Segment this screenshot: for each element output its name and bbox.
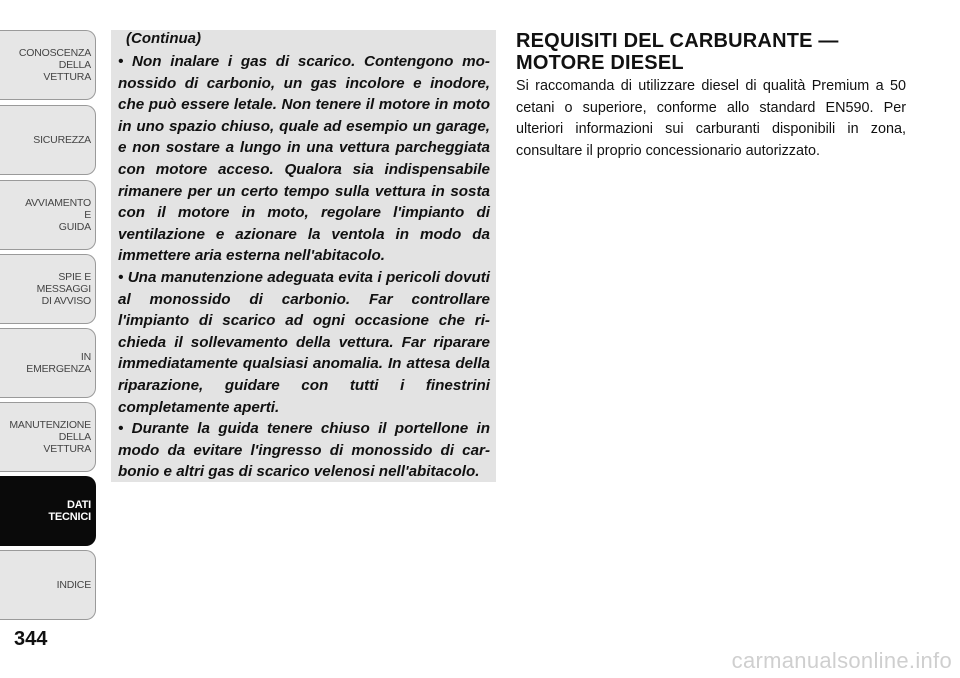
warning-paragraph: • Una manutenzione adeguata evita i pericoli dovuti al monossido di carbonio. Far controllare l'impianto di scarico ad ogni occasione che ri-chieda il sollevamento della vettura. Far riparare immediatamente qualsiasi anomalia. In attesa della riparazione, guidare con tutti i finestrini completamente aperti. — [118, 268, 490, 416]
tab-label: DATI TECNICI — [48, 499, 91, 523]
page-number: 344 — [14, 628, 48, 650]
tab-in-emergenza[interactable] — [0, 328, 96, 398]
section-body: Si raccomanda di utilizzare diesel di qualità Premium a 50 cetani o superiore, conforme allo standard EN590. Per ulteriori informazioni sui carburanti disponibili in zona, consultare il proprio concessionario autorizzato. — [516, 78, 906, 159]
warning-paragraph: • Durante la guida tenere chiuso il portellone in modo da evitare l'ingresso di monossido di car-bonio e altri gas di scarico velenosi nell'abitacolo. — [118, 420, 490, 481]
continued-label: (Continua) — [126, 30, 201, 47]
tab-label: MANUTENZIONE DELLA VETTURA — [9, 419, 91, 455]
watermark: carmanualsonline.info — [731, 648, 952, 673]
tab-sicurezza[interactable] — [0, 105, 96, 175]
warning-paragraph: • Non inalare i gas di scarico. Contengono mo-nossido di carbonio, un gas incolore e inodore, che può essere letale. Non tenere il motore in moto in uno spazio chiuso, quale ad esempio un garage, e non sostare a lungo in una vettura parcheggiata con motore acceso. Qualora sia indispensabile rimanere per un certo tempo sulla vettura in sosta con il motore in moto, regolare l'impianto di ventilazione e azionare la ventola in modo da immettere aria esterna nell'abitacolo. — [118, 53, 490, 265]
tab-label: SICUREZZA — [33, 134, 91, 146]
tab-avviamento-e-guida[interactable] — [0, 180, 96, 250]
tab-dati-tecnici[interactable] — [0, 476, 96, 546]
tab-label: CONOSCENZA DELLA VETTURA — [18, 47, 91, 83]
section-title-line2: MOTORE DIESEL — [516, 52, 684, 74]
tab-indice[interactable] — [0, 550, 96, 620]
section-title — [516, 30, 906, 74]
section-fuel-requirements — [516, 30, 906, 162]
tab-label: INDICE — [56, 579, 91, 591]
tab-spie-e-messaggi[interactable] — [0, 254, 96, 324]
tab-manutenzione-della-vettura[interactable] — [0, 402, 96, 472]
section-title-line1: REQUISITI DEL CARBURANTE — — [516, 30, 839, 52]
tab-label: SPIE E MESSAGGI DI AVVISO — [36, 271, 91, 307]
tab-label: IN EMERGENZA — [26, 351, 91, 375]
tab-conoscenza-della-vettura[interactable] — [0, 30, 96, 100]
tab-label: AVVIAMENTO E GUIDA — [25, 197, 91, 233]
warning-text — [118, 51, 490, 483]
